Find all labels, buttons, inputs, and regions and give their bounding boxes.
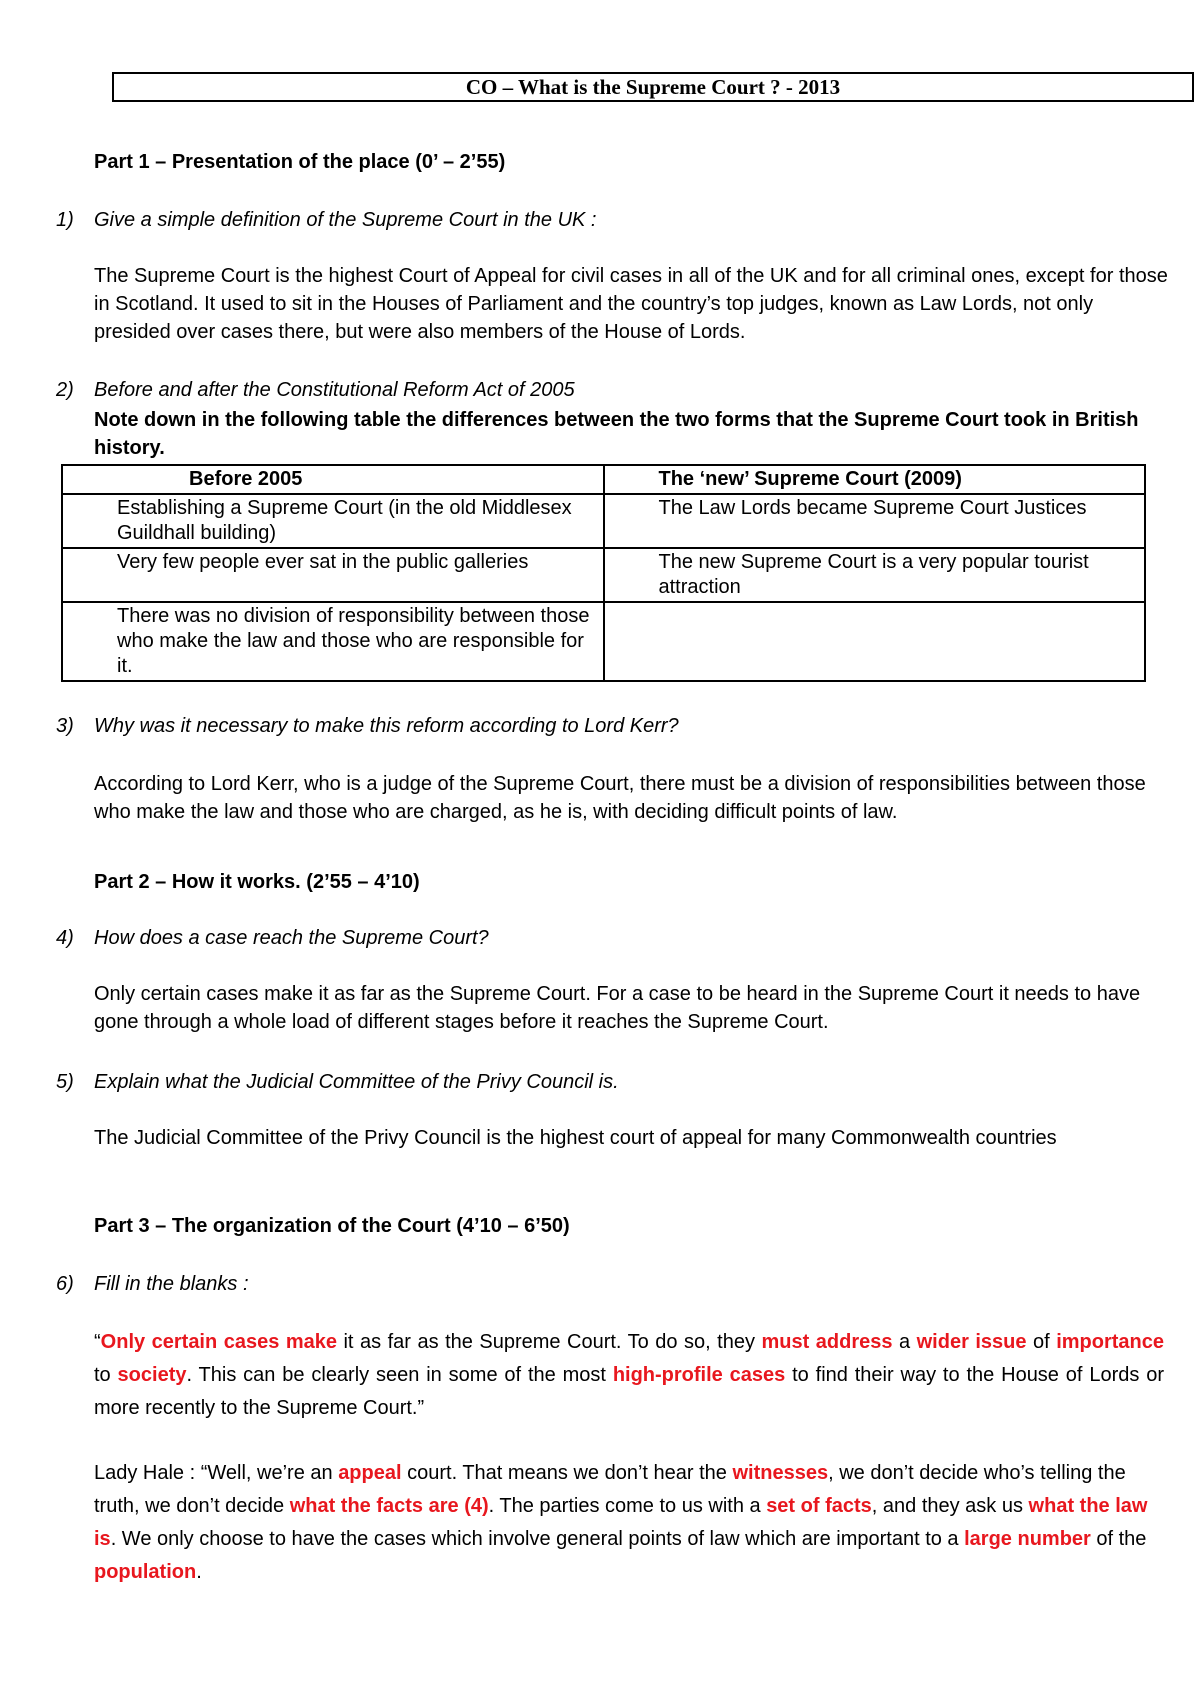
q1-number: 1): [56, 209, 74, 231]
table-header-before: Before 2005: [62, 465, 604, 494]
q5-number: 5): [56, 1071, 74, 1093]
quote-text: court. That means we don’t hear the: [401, 1462, 733, 1484]
table-header-row: [62, 465, 1145, 494]
q3-answer: According to Lord Kerr, who is a judge of the Supreme Court, there must be a division of responsibilities between those who make the law and those who are charged, as he is, with deciding difficult points of law.: [94, 773, 1146, 823]
table-cell: There was no division of responsibility between those who make the law and those who are responsible for it.: [62, 602, 604, 681]
part1-heading: Part 1 – Presentation of the place (0’ – 2’55): [94, 151, 506, 173]
part3-heading: Part 3 – The organization of the Court (4’10 – 6’50): [94, 1215, 570, 1237]
quote-text: it as far as the Supreme Court. To do so, they: [336, 1331, 762, 1353]
quote-text: a: [892, 1331, 917, 1353]
document-title: CO – What is the Supreme Court ? - 2013: [112, 72, 1194, 102]
filled-blank: population: [94, 1561, 197, 1583]
q5-question: Explain what the Judicial Committee of the Privy Council is.: [94, 1071, 619, 1093]
filled-blank: must address: [761, 1331, 893, 1353]
q2-question: Before and after the Constitutional Reform Act of 2005: [94, 379, 575, 401]
table-cell: [604, 602, 1146, 681]
quote-text: .: [196, 1561, 202, 1583]
q4-number: 4): [56, 927, 74, 949]
filled-blank: what the law is: [94, 1495, 1148, 1550]
fill-in-quote: [94, 1326, 1164, 1425]
q4-question: How does a case reach the Supreme Court?: [94, 927, 489, 949]
quote-text: , we don’t decide who’s telling the truth, we don’t decide: [94, 1462, 1126, 1517]
q1-question: Give a simple definition of the Supreme Court in the UK :: [94, 209, 597, 231]
q1-answer: The Supreme Court is the highest Court of Appeal for civil cases in all of the UK and for all criminal ones, except for those in Scotland. It used to sit in the Houses of Parliament and the country’s top judges, known as Law Lords, not only presided over cases there, but were also members of the House of Lords.: [94, 265, 1168, 343]
quote-text: of: [1026, 1331, 1057, 1353]
q2-number: 2): [56, 379, 74, 401]
quote-text: to: [94, 1364, 118, 1386]
filled-blank: set of facts: [766, 1495, 872, 1517]
q4-answer: Only certain cases make it as far as the Supreme Court. For a case to be heard in the Supreme Court it needs to have gone through a whole load of different stages before it reaches the Supreme Court.: [94, 983, 1141, 1033]
quote-text: . We only choose to have the cases which involve general points of law which are important to a: [110, 1528, 965, 1550]
filled-blank: large number: [964, 1528, 1091, 1550]
quote-text: to find their way to the House of Lords or more recently to the Supreme Court.”: [94, 1364, 1164, 1419]
q3-number: 3): [56, 715, 74, 737]
filled-blank: Only certain cases make: [100, 1331, 337, 1353]
quote-text: Lady Hale : “Well, we’re an: [94, 1462, 339, 1484]
table-cell: Establishing a Supreme Court (in the old Middlesex Guildhall building): [62, 494, 604, 548]
lady-hale-quote: [94, 1457, 1174, 1589]
filled-blank: wider issue: [916, 1331, 1027, 1353]
quote-text: . This can be clearly seen in some of the most: [186, 1364, 613, 1386]
filled-blank: appeal: [338, 1462, 402, 1484]
quote-text: of the: [1090, 1528, 1147, 1550]
q3-question: Why was it necessary to make this reform according to Lord Kerr?: [94, 715, 679, 737]
filled-blank: what the facts are (4): [289, 1495, 489, 1517]
q6-number: 6): [56, 1273, 74, 1295]
filled-blank: witnesses: [732, 1462, 829, 1484]
filled-blank: high-profile cases: [612, 1364, 786, 1386]
table-row: [62, 494, 1145, 548]
quote-text: , and they ask us: [871, 1495, 1029, 1517]
quote-text: “: [94, 1331, 101, 1353]
table-cell: The Law Lords became Supreme Court Justices: [604, 494, 1146, 548]
filled-blank: society: [117, 1364, 187, 1386]
q2-instruction: Note down in the following table the differences between the two forms that the Supreme Court took in British history.: [94, 409, 1139, 459]
table-row: [62, 548, 1145, 602]
q5-answer: The Judicial Committee of the Privy Council is the highest court of appeal for many Commonwealth countries: [94, 1127, 1057, 1149]
quote-text: . The parties come to us with a: [488, 1495, 767, 1517]
table-row: [62, 602, 1145, 681]
table-cell: The new Supreme Court is a very popular tourist attraction: [604, 548, 1146, 602]
differences-table: [61, 464, 1146, 682]
table-cell: Very few people ever sat in the public galleries: [62, 548, 604, 602]
q6-question: Fill in the blanks :: [94, 1273, 249, 1295]
filled-blank: importance: [1056, 1331, 1164, 1353]
part2-heading: Part 2 – How it works. (2’55 – 4’10): [94, 871, 420, 893]
table-header-after: The ‘new’ Supreme Court (2009): [604, 465, 1146, 494]
